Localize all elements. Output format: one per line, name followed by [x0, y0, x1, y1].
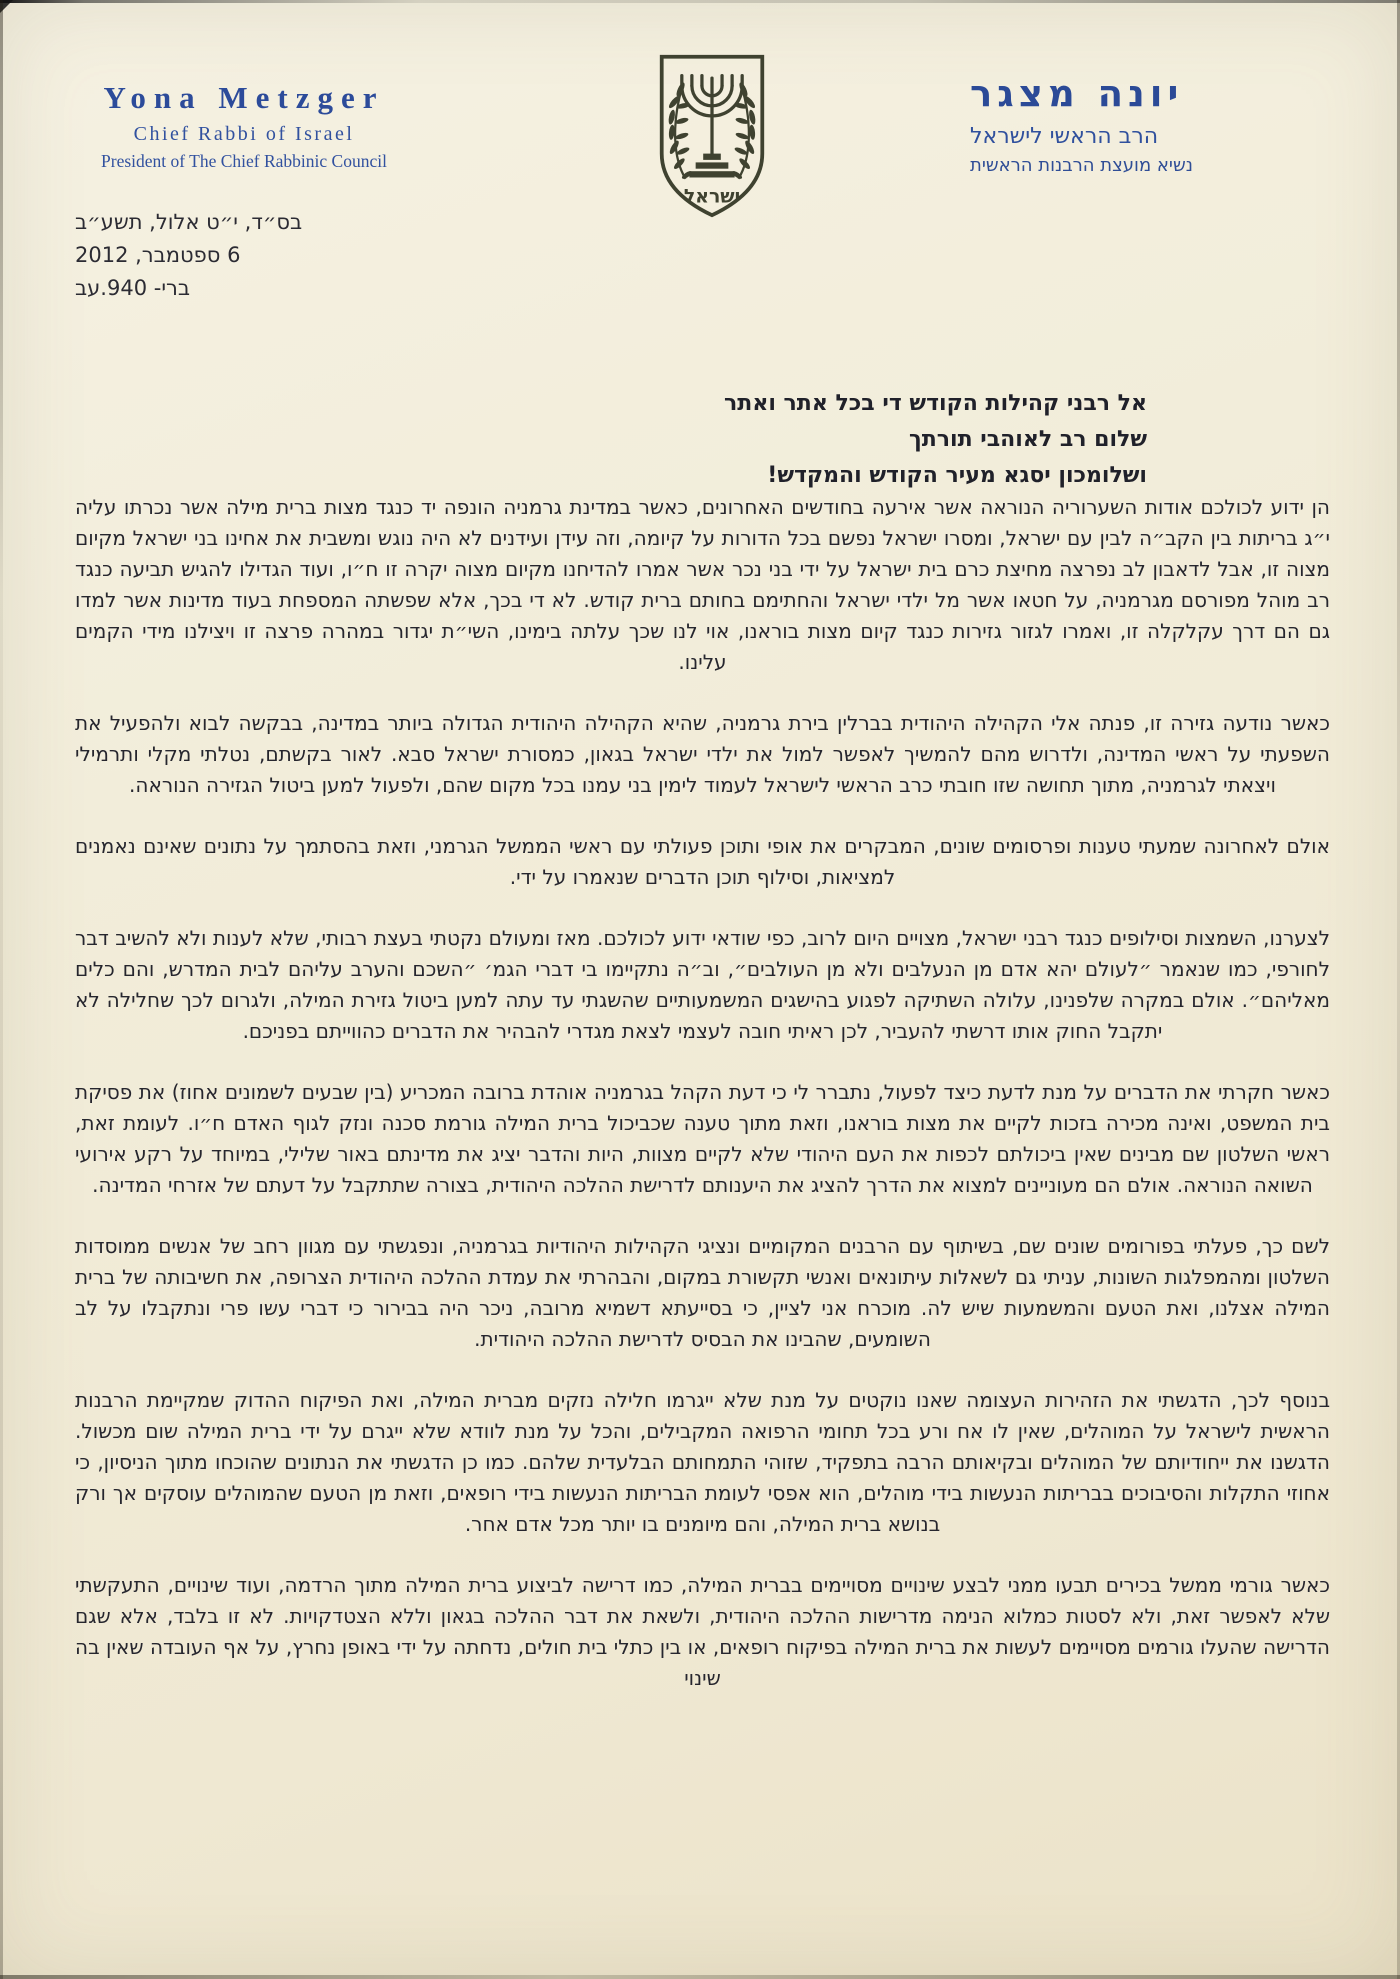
- scan-edge-left: [0, 0, 3, 1979]
- scan-edge-top: [0, 0, 1400, 3]
- paragraph-4: לצערנו, השמצות וסילופים כנגד רבני ישראל, מצויים היום לרוב, כפי שודאי ידוע לכולכם. מאז ומעולם נקטתי בעצת רבותי, שלא לענות ולא להשיב דבר לחורפי, כמו שנאמר ״לעולם יהא אדם מן הנעלבים ולא מן העולבים״, וב״ה נתקיימו בי דברי הגמ׳ ״השכם והערב עליהם לבית המדרש, והם כלים מאליהם״. אולם במקרה שלפנינו, עלולה השתיקה לפגוע בהישגים המשמעותיים שהשגתי עד עתה למען ביטול גזירת המילה, ולגרום לכך שחלילה לא יתקבל החוק אותו דרשתי להעביר, לכן ראיתי חובה לעצמי לצאת מגדרי להבהיר את הדברים כהווייתם בפניכם.: [75, 926, 1330, 1043]
- emblem-caption: ישראל: [683, 186, 741, 208]
- sender-name-english: Yona Metzger: [103, 80, 385, 115]
- paragraph-7: בנוסף לכך, הדגשתי את הזהירות העצומה שאנו נוקטים על מנת שלא ייגרמו חלילה נזקים מברית המילה, ואת הפיקוח ההדוק שמקיימת הרבנות הראשית לישראל על המוהלים, שאין לו אח ורע בכל תחומי הרפואה המקבילים, והכל על מנת לוודא שלא ייגרם על ידי ברית המילה שום מכשול. הדגשנו את ייחודיותם של המוהלים ובקיאותם הרבה בתפקיד, שזוהי התמחותם הבלעדית שלהם. כמו כן הדגשתי את הנתונים שהוכחו מתוך הניסיון, כי אחוזי התקלות והסיבוכים בבריתות הנעשות בידי מוהלים, הוא אפסי לעומת הבריתות הנעשות בידי רופאים, וזאת מן הטעם שהמוהלים עוסקים אך ורק בנושא ברית המילה, והם מיומנים בו יותר מכל אדם אחר.: [75, 1388, 1330, 1536]
- letterhead-english: [74, 80, 414, 172]
- paragraph-2: כאשר נודעה גזירה זו, פנתה אלי הקהילה היהודית בברלין בירת גרמניה, שהיא הקהילה היהודית הגדולה ביותר במדינה, בבקשה לבוא ולהפעיל את השפעתי על ראשי המדינה, ולדרוש מהם להמשיך לאפשר למול את ילדי ישראל בגאון, כמסורת ישראל סבא. לאור בקשתם, נטלתי מקלי ותרמילי ויצאתי לגרמניה, מתוך תחושה שזו חובתי כרב הראשי לישראל לעמוד לימין בני עמנו בכל מקום שהם, ולפעול למען ביטול הגזירה הנוראה.: [75, 711, 1330, 797]
- salutation-greeting: שלום רב לאוהבי תורתך: [909, 427, 1147, 452]
- hebrew-date-line: בס״ד, י״ט אלול, תשע״ב: [75, 210, 303, 234]
- letterhead-hebrew: [970, 72, 1330, 176]
- sender-subtitle-english: President of The Chief Rabbinic Council: [101, 151, 387, 171]
- paragraph-6: לשם כך, פעלתי בפורומים שונים שם, בשיתוף עם הרבנים המקומיים ונציגי הקהילות היהודיות בגרמניה, ונפגשתי עם מגוון רחב של אנשים ממוסדות השלטון ומהמפלגות השונות, עניתי גם לשאלות עיתונאים ואנשי תקשורת במקום, והבהרתי את עמדת ההלכה היהודית הצרופה, את חשיבותה של ברית המילה אצלנו, ואת הטעם והמשמעות שיש לה. מוכרח אני לציין, כי בסייעתא דשמיא מרובה, ניכר היה בבירור כי דברי עשו פרי ונתקבלו על לב השומעים, שהבינו את הבסיס לדרישת ההלכה היהודית.: [75, 1234, 1330, 1351]
- paragraph-8: כאשר גורמי ממשל בכירים תבעו ממני לבצע שינויים מסויימים בברית המילה, כמו דרישה לביצוע ברית המילה מתוך הרדמה, ועוד שינויים, התעקשתי שלא לאפשר זאת, ולא לסטות כמלוא הנימה מדרישות ההלכה היהודית, ולשאת את דבר ההלכה בגאון וללא הצטדקויות. לא זו בלבד, אלא שגם הדרישה שהעלו גורמים מסויימים לעשות את ברית המילה בפיקוח רופאים, או בין כתלי בית חולים, נדחתה על ידי באופן נחרץ, על אף העובדה שאין בה שינוי: [75, 1573, 1330, 1690]
- letter-body: [75, 492, 1330, 1949]
- salutation-blessing: ושלומכון יסגא מעיר הקודש והמקדש!: [767, 463, 1147, 488]
- civil-date-line: 6 ספטמבר, 2012: [75, 243, 241, 267]
- israel-state-emblem-icon: [649, 48, 775, 224]
- date-reference-block: [75, 206, 302, 305]
- sender-title-english: Chief Rabbi of Israel: [133, 123, 355, 145]
- paragraph-1: הן ידוע לכולכם אודות השערוריה הנוראה אשר אירעה בחודשים האחרונים, כאשר במדינת גרמניה הונפה יד כנגד מצות ברית מילה אשר נכרתו עליה י״ג בריתות בין הקב״ה לבין עם ישראל, ומסרו ישראל נפשם בכל הדורות על קיומה, וזה עידן ועידנים לא היה נוגש ומשבית את אחינו בני ישראל מקיום מצוה זו, אבל לדאבון לב נפרצה מחיצת כרם בית ישראל על ידי בני נכר אשר אמרו להדיחנו מקיום מצוה יקרה זו ח״ו, ועוד הגדילו להגיש תביעה כנגד רב מוהל מפורסם מגרמניה, על חטאו אשר מל ילדי ישראל והחתימם בחותם ברית קודש. לא די בכך, אלא שפשתה המספחת בעוד מדינות אשר למדו גם הם דרך עקלקלה זו, ואמרו לגזור גזירות כנגד קיום מצות בוראנו, אוי לנו שכך עלתה בימינו, השי״ת יגדור במהרה פרצה זו ויצילנו מידי הקמים עלינו.: [75, 495, 1330, 674]
- sender-subtitle-hebrew: נשיא מועצת הרבנות הראשית: [970, 155, 1193, 176]
- scan-edge-bottom: [0, 1975, 1400, 1979]
- paragraph-5: כאשר חקרתי את הדברים על מנת לדעת כיצד לפעול, נתברר לי כי דעת הקהל בגרמניה אוהדת ברובה המכריע (בין שבעים לשמונים אחוז) את פסיקת בית המשפט, ואינה מכירה בזכות לקיים את מצות בוראנו, וזאת מתוך טענה שכביכול ברית המילה גורמת סכנה ונזק לגוף האדם ח״ו. לעומת זאת, ראשי השלטון שם מבינים שאין ביכולתם לכפות את העם היהודי שלא לקיים מצוות, היות והדבר יציג את מדינתם באור שלילי, במיוחד על רקע אירועי השואה הנוראה. אולם הם מעוניינים למצוא את הדרך להציג את היענותם לדרישת ההלכה היהודית, בצורה שתתקבל על דעתם של אזרחי המדינה.: [75, 1080, 1330, 1197]
- sender-name-hebrew: יונה מצגר: [970, 72, 1184, 115]
- salutation-addressees: אל רבני קהילות הקודש די בכל אתר ואתר: [724, 391, 1147, 416]
- salutation-block: [724, 386, 1147, 494]
- paragraph-3: אולם לאחרונה שמעתי טענות ופרסומים שונים, המבקרים את אופי ותוכן פעולתי עם ראשי הממשל הגרמני, וזאת בהסתמך על נתונים שאינם נאמנים למציאות, וסילוף תוכן הדברים שנאמרו על ידי.: [75, 834, 1330, 889]
- reference-number-line: ברי- 940.עב: [75, 276, 191, 300]
- sender-title-hebrew: הרב הראשי לישראל: [970, 124, 1159, 149]
